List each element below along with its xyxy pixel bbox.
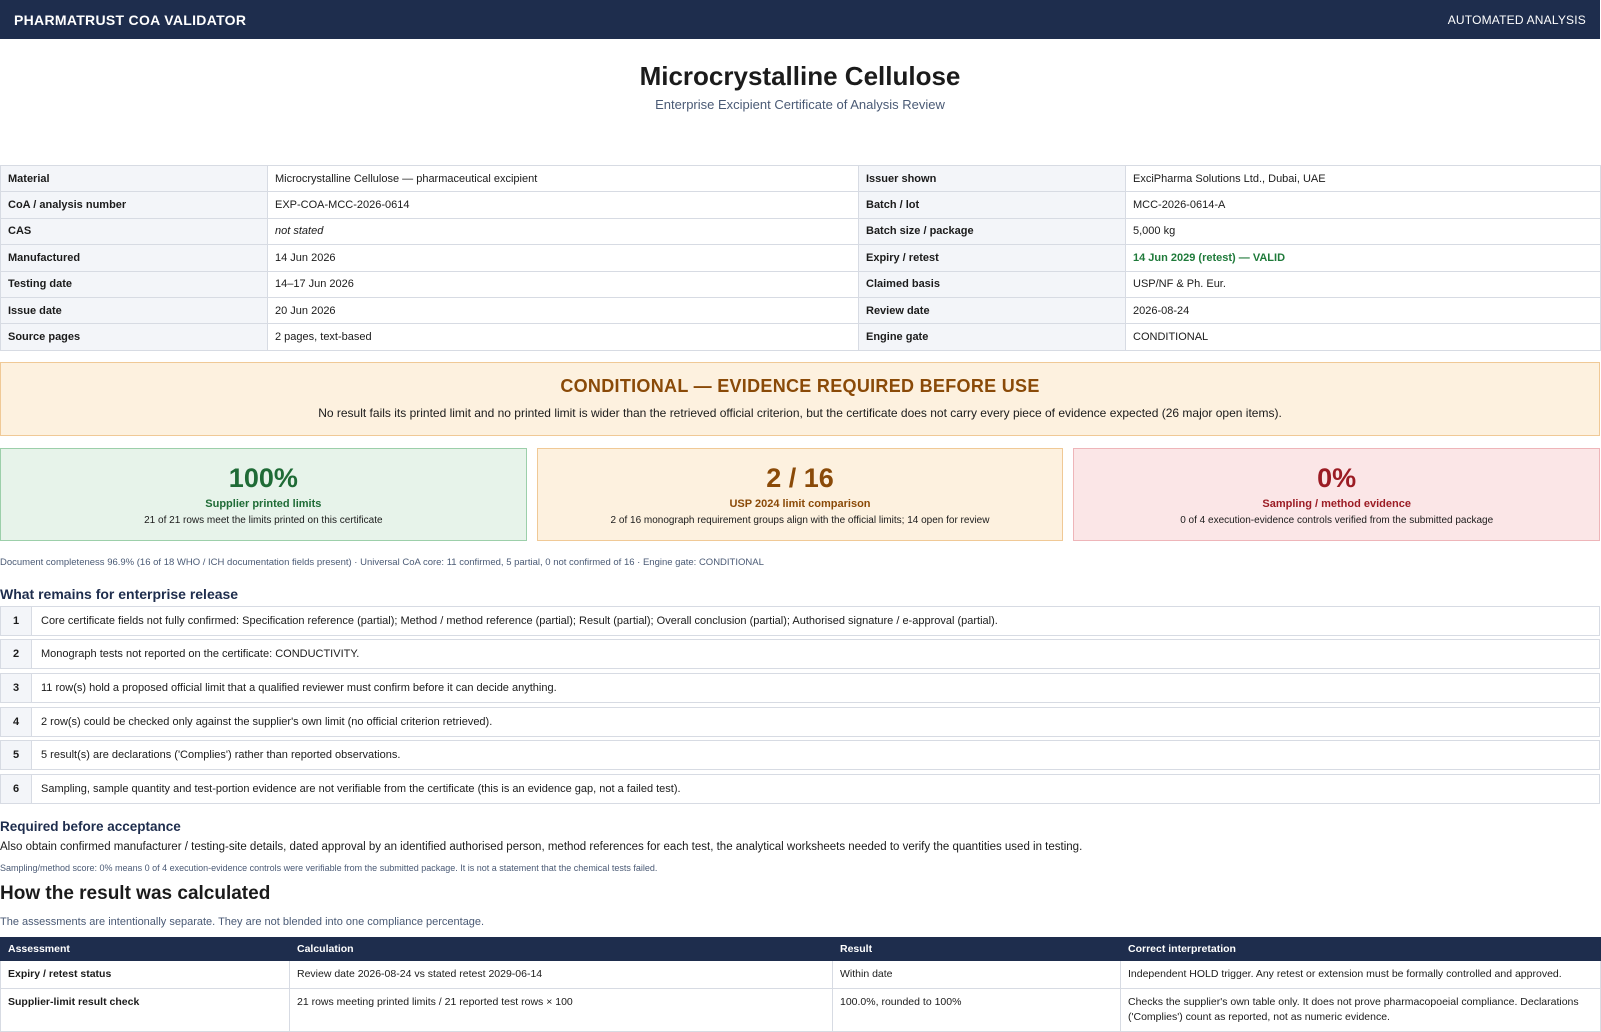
- score-card-supplier-limits: [0, 448, 527, 541]
- page-title: Microcrystalline Cellulose: [639, 61, 961, 91]
- score-label: USP 2024 limit comparison: [729, 497, 871, 510]
- meta-value: 2 pages, text-based: [268, 324, 859, 350]
- meta-row: [1, 245, 1601, 271]
- page-subtitle: Enterprise Excipient Certificate of Analysis Review: [655, 97, 945, 112]
- meta-key: Source pages: [1, 324, 268, 350]
- item-number: 5: [1, 741, 32, 769]
- table-header-row: [1, 937, 1601, 960]
- table-cell: 21 rows meeting printed limits / 21 reported test rows × 100: [290, 988, 833, 1031]
- meta-value: 20 Jun 2026: [268, 297, 859, 323]
- list-item: [0, 639, 1600, 669]
- score-detail: 21 of 21 rows meet the limits printed on this certificate: [144, 514, 383, 526]
- column-header: Result: [833, 937, 1121, 960]
- column-header: Calculation: [290, 937, 833, 960]
- meta-key: Material: [1, 166, 268, 192]
- meta-key: Issue date: [1, 297, 268, 323]
- meta-row: [1, 324, 1601, 350]
- meta-value: ExciPharma Solutions Ltd., Dubai, UAE: [1126, 166, 1601, 192]
- meta-value: USP/NF & Ph. Eur.: [1126, 271, 1601, 297]
- completeness-summary: Document completeness 96.9% (16 of 18 WHO / ICH documentation fields present) · Universal CoA core: 11 confirmed, 5 partial, 0 not confirmed of 16 · Engine gate: CONDITIONAL: [0, 556, 764, 568]
- table-cell: Expiry / retest status: [1, 960, 290, 988]
- meta-key: Engine gate: [859, 324, 1126, 350]
- score-note: Sampling/method score: 0% means 0 of 4 execution-evidence controls were verifiable from the submitted package. It is not a statement that the chemical tests failed.: [0, 862, 658, 873]
- table-cell: Within date: [833, 960, 1121, 988]
- score-detail: 2 of 16 monograph requirement groups align with the official limits; 14 open for review: [610, 514, 990, 526]
- score-label: Supplier printed limits: [205, 497, 322, 510]
- meta-key: Testing date: [1, 271, 268, 297]
- column-header: Assessment: [1, 937, 290, 960]
- table-cell: Checks the supplier's own table only. It does not prove pharmacopoeial compliance. Declarations ('Complies') count as reported, not as numeric evidence.: [1121, 988, 1601, 1031]
- score-label: Sampling / method evidence: [1262, 497, 1411, 510]
- meta-key: Review date: [859, 297, 1126, 323]
- item-number: 3: [1, 674, 32, 702]
- item-text: 11 row(s) hold a proposed official limit that a qualified reviewer must confirm before it can decide anything.: [41, 681, 557, 694]
- meta-value: not stated: [268, 218, 859, 244]
- meta-row: [1, 192, 1601, 218]
- item-text: 2 row(s) could be checked only against the supplier's own limit (no official criterion retrieved).: [41, 715, 493, 728]
- meta-row: [1, 297, 1601, 323]
- list-item: [0, 606, 1600, 636]
- list-item: [0, 774, 1600, 804]
- table-cell: 100.0%, rounded to 100%: [833, 988, 1121, 1031]
- list-item: [0, 707, 1600, 737]
- meta-key: CAS: [1, 218, 268, 244]
- table-cell: Review date 2026-08-24 vs stated retest 2029-06-14: [290, 960, 833, 988]
- analysis-mode-label: AUTOMATED ANALYSIS: [1447, 12, 1586, 27]
- meta-key: Batch size / package: [859, 218, 1126, 244]
- app-brand: PHARMATRUST COA VALIDATOR: [14, 11, 247, 28]
- meta-key: Batch / lot: [859, 192, 1126, 218]
- list-item: [0, 740, 1600, 770]
- certificate-metadata-table: [0, 165, 1601, 351]
- item-number: 4: [1, 708, 32, 736]
- list-item: [0, 673, 1600, 703]
- item-number: 2: [1, 640, 32, 668]
- score-value: 0%: [1317, 462, 1357, 493]
- meta-key: CoA / analysis number: [1, 192, 268, 218]
- remaining-items-heading: What remains for enterprise release: [0, 585, 239, 602]
- meta-value: MCC-2026-0614-A: [1126, 192, 1601, 218]
- verdict-title: CONDITIONAL — EVIDENCE REQUIRED BEFORE USE: [560, 375, 1040, 396]
- title-block: [0, 39, 1600, 165]
- calculation-heading: How the result was calculated: [0, 882, 271, 904]
- score-detail: 0 of 4 execution-evidence controls verified from the submitted package: [1180, 514, 1494, 526]
- meta-value: 14 Jun 2026: [268, 245, 859, 271]
- score-cards: [0, 448, 1600, 541]
- table-cell: Independent HOLD trigger. Any retest or extension must be formally controlled and approved.: [1121, 960, 1601, 988]
- remaining-items-list: [0, 606, 1600, 804]
- item-text: Core certificate fields not fully confirmed: Specification reference (partial); Method / method reference (partial); Result (partial); Overall conclusion (partial); Authorised signature / e-approval (partial).: [41, 614, 998, 627]
- meta-key: Expiry / retest: [859, 245, 1126, 271]
- item-text: Sampling, sample quantity and test-portion evidence are not verifiable from the certificate (this is an evidence gap, not a failed test).: [41, 782, 681, 795]
- item-text: Monograph tests not reported on the certificate: CONDUCTIVITY.: [41, 648, 360, 661]
- verdict-banner: [0, 362, 1600, 436]
- meta-row: [1, 271, 1601, 297]
- item-text: 5 result(s) are declarations ('Complies') rather than reported observations.: [41, 749, 401, 762]
- score-card-usp-comparison: [537, 448, 1064, 541]
- item-number: 1: [1, 607, 32, 635]
- meta-key: Issuer shown: [859, 166, 1126, 192]
- meta-value: 14–17 Jun 2026: [268, 271, 859, 297]
- verdict-detail: No result fails its printed limit and no printed limit is wider than the retrieved official criterion, but the certificate does not carry every piece of evidence expected (26 major open items).: [318, 405, 1282, 420]
- meta-row: [1, 166, 1601, 192]
- calculation-note: The assessments are intentionally separate. They are not blended into one compliance percentage.: [0, 915, 485, 928]
- meta-key: Claimed basis: [859, 271, 1126, 297]
- expiry-status-value: 14 Jun 2029 (retest) — VALID: [1126, 245, 1601, 271]
- required-heading: Required before acceptance: [0, 818, 181, 834]
- required-text: Also obtain confirmed manufacturer / testing-site details, dated approval by an identified authorised person, method references for each test, the analytical worksheets needed to verify the quantities used in testing.: [0, 840, 1083, 853]
- item-number: 6: [1, 775, 32, 803]
- meta-row: [1, 218, 1601, 244]
- table-row: [1, 960, 1601, 988]
- meta-value: 5,000 kg: [1126, 218, 1601, 244]
- calculation-table: [0, 937, 1601, 1032]
- app-header: [0, 0, 1600, 39]
- meta-value: 2026-08-24: [1126, 297, 1601, 323]
- meta-key: Manufactured: [1, 245, 268, 271]
- meta-value: EXP-COA-MCC-2026-0614: [268, 192, 859, 218]
- column-header: Correct interpretation: [1121, 937, 1601, 960]
- score-card-sampling-evidence: [1073, 448, 1600, 541]
- table-cell: Supplier-limit result check: [1, 988, 290, 1031]
- engine-gate-value: CONDITIONAL: [1126, 324, 1601, 350]
- score-value: 100%: [228, 462, 298, 493]
- score-value: 2 / 16: [766, 462, 834, 493]
- table-row: [1, 988, 1601, 1031]
- meta-value: Microcrystalline Cellulose — pharmaceutical excipient: [268, 166, 859, 192]
